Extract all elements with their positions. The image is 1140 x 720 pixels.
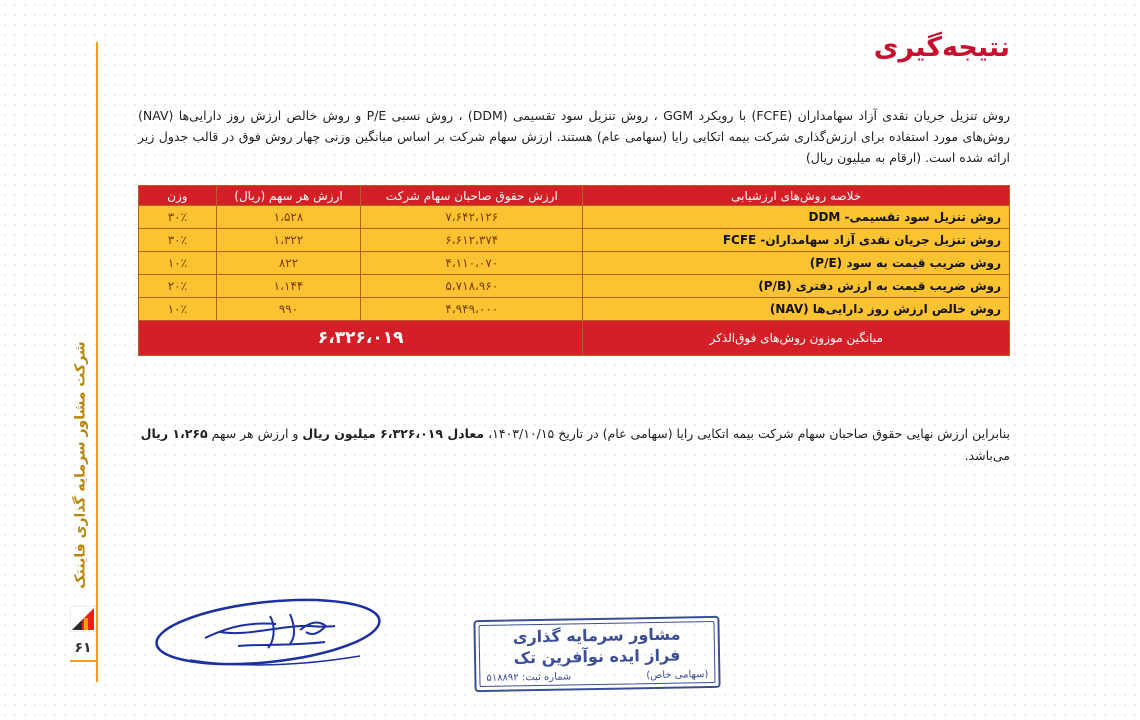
conclusion-equity-value: معادل ۶،۳۲۶،۰۱۹ میلیون ریال bbox=[302, 425, 485, 441]
method-cell: روش ضریب قیمت به ارزش دفتری (P/B) bbox=[583, 275, 1010, 298]
stamp-line-2: فراز ایده نوآفرین تک bbox=[513, 645, 681, 668]
per-share-cell: ۱،۵۲۸ bbox=[216, 206, 360, 229]
weight-cell: ۳۰٪ bbox=[139, 206, 217, 229]
per-share-cell: ۸۲۲ bbox=[216, 252, 360, 275]
company-stamp bbox=[473, 616, 720, 692]
weight-cell: ۱۰٪ bbox=[139, 298, 217, 321]
weight-cell: ۲۰٪ bbox=[139, 275, 217, 298]
conclusion-prefix: بنابراین ارزش نهایی حقوق صاحبان سهام شرکت بیمه اتکایی رایا (سهامی عام) در تاریخ ۱۴۰۳/۱۰/۱۵، bbox=[484, 425, 1010, 441]
weighted-average-label: میانگین موزون روش‌های فوق‌الذکر bbox=[583, 321, 1010, 356]
stamp-type: (سهامی خاص) bbox=[646, 669, 709, 682]
equity-cell: ۷،۶۴۲،۱۲۶ bbox=[361, 206, 583, 229]
valuation-summary-table bbox=[138, 185, 1010, 356]
table-footer-row bbox=[139, 321, 1010, 356]
method-cell: روش تنزیل سود تقسیمی- DDM bbox=[583, 206, 1010, 229]
table-row bbox=[139, 275, 1010, 298]
conclusion-per-share-value: ۱،۲۶۵ ریال bbox=[140, 425, 208, 441]
company-name: شرکت مشاور سرمایه گذاری فاینتک bbox=[73, 341, 90, 589]
weighted-average-value: ۶،۳۲۶،۰۱۹ bbox=[139, 321, 583, 356]
table-row bbox=[139, 206, 1010, 229]
per-share-cell: ۱،۳۲۲ bbox=[216, 229, 360, 252]
header-weight: وزن bbox=[139, 186, 217, 206]
page-number-underline bbox=[70, 660, 96, 662]
method-cell: روش ضریب قیمت به سود (P/E) bbox=[583, 252, 1010, 275]
company-side-label bbox=[68, 340, 94, 590]
weight-cell: ۱۰٪ bbox=[139, 252, 217, 275]
section-title: نتیجه‌گیری bbox=[873, 32, 1010, 63]
equity-cell: ۶،۶۱۲،۳۷۴ bbox=[361, 229, 583, 252]
stamp-line-1: مشاور سرمایه گذاری bbox=[512, 624, 681, 647]
per-share-cell: ۱،۱۴۴ bbox=[216, 275, 360, 298]
intro-paragraph: روش تنزیل جریان نقدی آزاد سهامداران (FCFE) با رویکرد GGM ، روش تنزیل سود تقسیمی (DDM) ، روش نسبی P/E و روش خالص ارزش روز دارایی‌ها (NAV) روش‌های مورد استفاده برای ارزش‌گذاری شرکت بیمه اتکایی رایا (سهامی عام) هستند. ارزش سهام شرکت بر اساس میانگین وزنی چهار روش فوق در قالب جدول زیر ارائه شده است. (ارقام به میلیون ریال) bbox=[138, 107, 1010, 165]
equity-cell: ۴،۱۱۰،۰۷۰ bbox=[361, 252, 583, 275]
header-method: خلاصه روش‌های ارزشیابی bbox=[583, 186, 1010, 206]
company-logo-icon bbox=[70, 606, 96, 632]
conclusion-middle: و ارزش هر سهم bbox=[207, 425, 303, 441]
conclusion-suffix: می‌باشد. bbox=[964, 447, 1010, 463]
header-equity: ارزش حقوق صاحبان سهام شرکت bbox=[361, 186, 583, 206]
equity-cell: ۵،۷۱۸،۹۶۰ bbox=[361, 275, 583, 298]
per-share-cell: ۹۹۰ bbox=[216, 298, 360, 321]
method-cell: روش تنزیل جریان نقدی آزاد سهامداران- FCFE bbox=[583, 229, 1010, 252]
signature bbox=[150, 586, 390, 676]
table-row bbox=[139, 252, 1010, 275]
table-row bbox=[139, 229, 1010, 252]
header-per-share: ارزش هر سهم (ریال) bbox=[216, 186, 360, 206]
margin-rule bbox=[96, 42, 98, 682]
table-row bbox=[139, 298, 1010, 321]
page-number: ۶۱ bbox=[74, 640, 92, 656]
stamp-registration: شماره ثبت: ۵۱۸۸۹۲ bbox=[486, 671, 572, 684]
method-cell: روش خالص ارزش روز دارایی‌ها (NAV) bbox=[583, 298, 1010, 321]
table-header-row bbox=[139, 186, 1010, 206]
weight-cell: ۳۰٪ bbox=[139, 229, 217, 252]
equity-cell: ۴،۹۴۹،۰۰۰ bbox=[361, 298, 583, 321]
conclusion-paragraph bbox=[138, 423, 1010, 467]
